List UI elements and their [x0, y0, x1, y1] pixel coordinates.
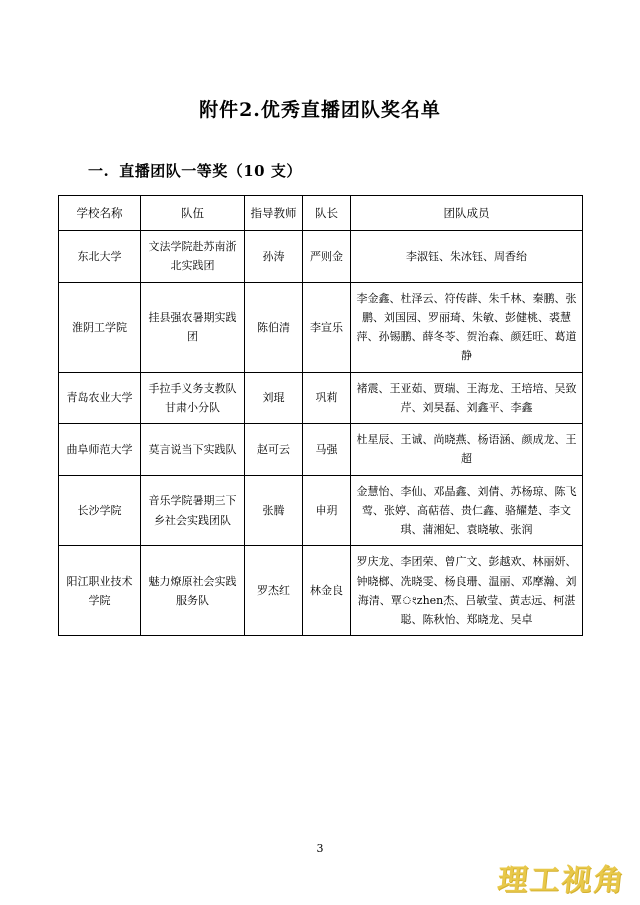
cell-leader: 林金良 [303, 546, 351, 636]
page-number: 3 [316, 842, 324, 855]
cell-members: 褚震、王亚茹、贾瑞、王海龙、王培培、吴致芹、刘昊磊、刘鑫平、李鑫 [351, 372, 583, 424]
table-header-row [59, 196, 583, 231]
cell-team: 文法学院赴苏南浙北实践团 [141, 231, 245, 283]
table-row [59, 282, 583, 372]
award-table [58, 195, 583, 636]
cell-coach: 刘琨 [245, 372, 303, 424]
cell-leader: 申玥 [303, 475, 351, 546]
column-header-school: 学校名称 [59, 196, 141, 231]
cell-leader: 巩莉 [303, 372, 351, 424]
cell-school: 曲阜师范大学 [59, 424, 141, 476]
section-number: 一. [88, 162, 110, 180]
cell-school: 东北大学 [59, 231, 141, 283]
cell-coach: 孙涛 [245, 231, 303, 283]
column-header-members: 团队成员 [351, 196, 583, 231]
cell-school: 长沙学院 [59, 475, 141, 546]
cell-team: 莫言说当下实践队 [141, 424, 245, 476]
column-header-team: 队伍 [141, 196, 245, 231]
table-row [59, 546, 583, 636]
cell-coach: 罗杰红 [245, 546, 303, 636]
cell-school: 青岛农业大学 [59, 372, 141, 424]
cell-team: 音乐学院暑期三下乡社会实践团队 [141, 475, 245, 546]
cell-coach: 张腾 [245, 475, 303, 546]
cell-coach: 赵可云 [245, 424, 303, 476]
page-title: 附件2.优秀直播团队奖名单 [199, 99, 441, 121]
cell-team: 手拉手义务支教队甘肃小分队 [141, 372, 245, 424]
cell-leader: 李宣乐 [303, 282, 351, 372]
cell-members: 李淑钰、朱冰钰、周香绐 [351, 231, 583, 283]
cell-school: 淮阴工学院 [59, 282, 141, 372]
section-heading [0, 122, 640, 181]
table-row [59, 372, 583, 424]
cell-team: 魅力燎原社会实践服务队 [141, 546, 245, 636]
table-row [59, 424, 583, 476]
watermark: 理工视角 [495, 863, 628, 898]
table-row [59, 475, 583, 546]
table-row [59, 231, 583, 283]
cell-members: 李金鑫、杜泽云、符传薜、朱千林、秦鹏、张鹏、刘国园、罗丽琦、朱敏、彭健桃、裘慧萍、孙锡鹏、薛冬苓、贺治森、颜廷旺、葛道静 [351, 282, 583, 372]
cell-members: 金慧怡、李仙、邓晶鑫、刘倩、苏杨琼、陈飞莺、张婷、高萜蓓、贵仁鑫、骆耀楚、李文琪、蒲湘妃、袁晓敏、张润 [351, 475, 583, 546]
cell-team: 挂县强农暑期实践团 [141, 282, 245, 372]
cell-coach: 陈伯清 [245, 282, 303, 372]
cell-members: 罗庆龙、李团荣、曾广文、彭越欢、林丽妍、钟晓榔、冼晓雯、杨良珊、温丽、邓摩瀚、刘海清、覃ংzhen杰、吕敏莹、黄志远、柯湛聪、陈秋怡、郑晓龙、吴卓 [351, 546, 583, 636]
column-header-leader: 队长 [303, 196, 351, 231]
cell-leader: 马强 [303, 424, 351, 476]
cell-members: 杜星辰、王诚、尚晓燕、杨语涵、颜成龙、王超 [351, 424, 583, 476]
column-header-coach: 指导教师 [245, 196, 303, 231]
cell-leader: 严则金 [303, 231, 351, 283]
cell-school: 阳江职业技术学院 [59, 546, 141, 636]
section-title: 直播团队一等奖（10 支） [119, 162, 302, 180]
